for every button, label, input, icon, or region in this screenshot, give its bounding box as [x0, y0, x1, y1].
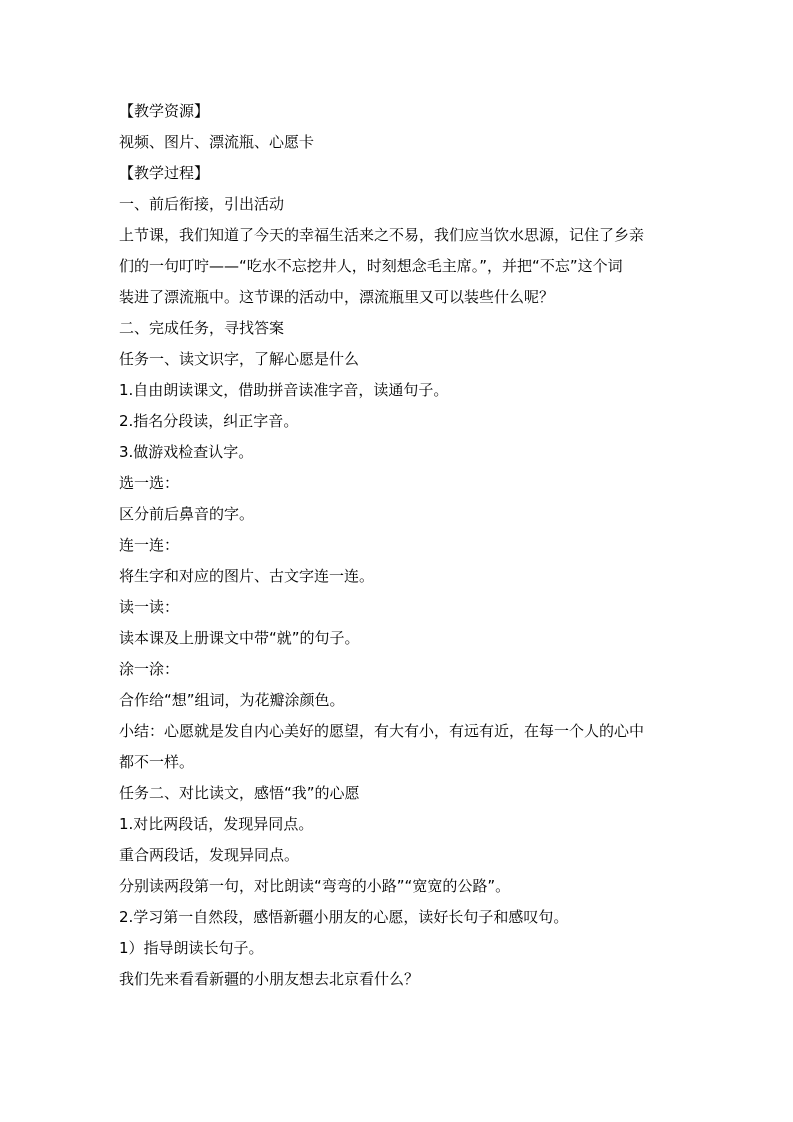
activity-label: 连一连：: [119, 536, 180, 554]
list-item: 2.指名分段读，纠正字音。: [119, 412, 299, 430]
activity-text: 读本课及上册课文中带“就”的句子。: [119, 629, 360, 647]
activity-text: 合作给“想”组词，为花瓣涂颜色。: [119, 691, 345, 709]
summary-line: 都不一样。: [119, 753, 195, 771]
paragraph-line: 重合两段话，发现异同点。: [119, 846, 300, 864]
activity-text: 区分前后鼻音的字。: [119, 505, 255, 523]
resources-list: 视频、图片、漂流瓶、心愿卡: [119, 133, 315, 151]
section-heading-process: 【教学过程】: [119, 164, 210, 182]
activity-label: 涂一涂：: [119, 660, 180, 678]
summary-line: 小结：心愿就是发自内心美好的愿望，有大有小，有远有近，在每一个人的心中: [119, 722, 645, 740]
paragraph-line: 我们先来看看新疆的小朋友想去北京看什么？: [119, 970, 420, 988]
paragraph-line: 装进了漂流瓶中。这节课的活动中，漂流瓶里又可以装些什么呢？: [119, 288, 555, 306]
step-one-heading: 一、前后衔接，引出活动: [119, 195, 285, 213]
task-one-heading: 任务一、读文识字，了解心愿是什么: [119, 350, 360, 368]
paragraph-line: 分别读两段第一句，对比朗读“弯弯的小路”“宽宽的公路”。: [119, 877, 511, 895]
task-two-heading: 任务二、对比读文，感悟“我”的心愿: [119, 784, 360, 802]
paragraph-line: 们的一句叮咛——“吃水不忘挖井人，时刻想念毛主席。”，并把“不忘”这个词: [119, 257, 623, 275]
activity-label: 读一读：: [119, 598, 180, 616]
sub-list-item: 1）指导朗读长句子。: [119, 939, 264, 957]
list-item: 3.做游戏检查认字。: [119, 443, 254, 461]
list-item: 2.学习第一自然段，感悟新疆小朋友的心愿，读好长句子和感叹句。: [119, 908, 569, 926]
section-heading-resources: 【教学资源】: [119, 102, 210, 120]
step-two-heading: 二、完成任务，寻找答案: [119, 319, 285, 337]
activity-text: 将生字和对应的图片、古文字连一连。: [119, 567, 375, 585]
activity-label: 选一选：: [119, 474, 180, 492]
list-item: 1.自由朗读课文，借助拼音读准字音，读通句子。: [119, 381, 449, 399]
document-page: [119, 96, 679, 995]
list-item: 1.对比两段话，发现异同点。: [119, 815, 314, 833]
paragraph-line: 上节课，我们知道了今天的幸福生活来之不易，我们应当饮水思源，记住了乡亲: [119, 226, 645, 244]
